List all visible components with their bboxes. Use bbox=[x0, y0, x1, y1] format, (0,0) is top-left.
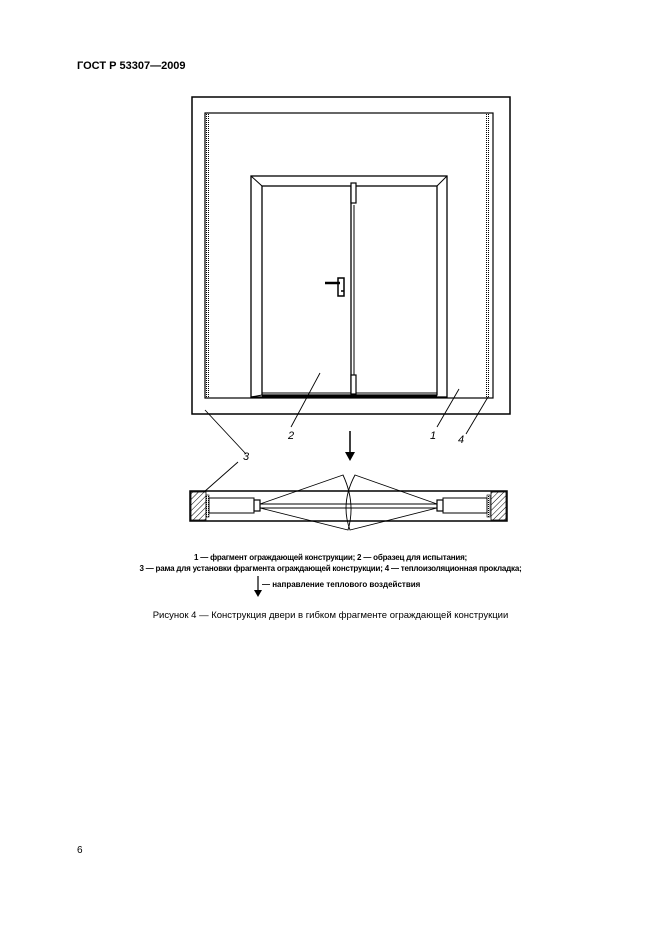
label-4: 4 bbox=[458, 434, 465, 446]
insulation-right bbox=[485, 114, 489, 397]
plan-hatch-right bbox=[491, 492, 506, 520]
hinge-bottom bbox=[351, 375, 356, 394]
label-3-top: 3 bbox=[243, 451, 250, 463]
door-handle bbox=[338, 278, 344, 296]
insulation-left bbox=[206, 114, 210, 397]
legend-arrow-text: — направление теплового воздействия bbox=[262, 580, 421, 589]
label-1: 1 bbox=[430, 430, 437, 442]
figure-caption: Рисунок 4 — Конструкция двери в гибком фрагменте ограждающей конструкции bbox=[152, 610, 509, 621]
hinge-top bbox=[351, 183, 356, 203]
page-number: 6 bbox=[77, 845, 83, 856]
document-header: ГОСТ Р 53307—2009 bbox=[77, 60, 186, 72]
legend-line-1: 1 — фрагмент ограждающей конструкции; 2 — образец для испытания; bbox=[193, 553, 468, 562]
door-frame-inner bbox=[262, 186, 437, 395]
legend-line-2: 3 — рама для установки фрагмента ограждающей конструкции; 4 — теплоизоляционная прокладка; bbox=[139, 564, 522, 573]
plan-hatch-left bbox=[191, 492, 206, 520]
label-2: 2 bbox=[288, 430, 295, 442]
